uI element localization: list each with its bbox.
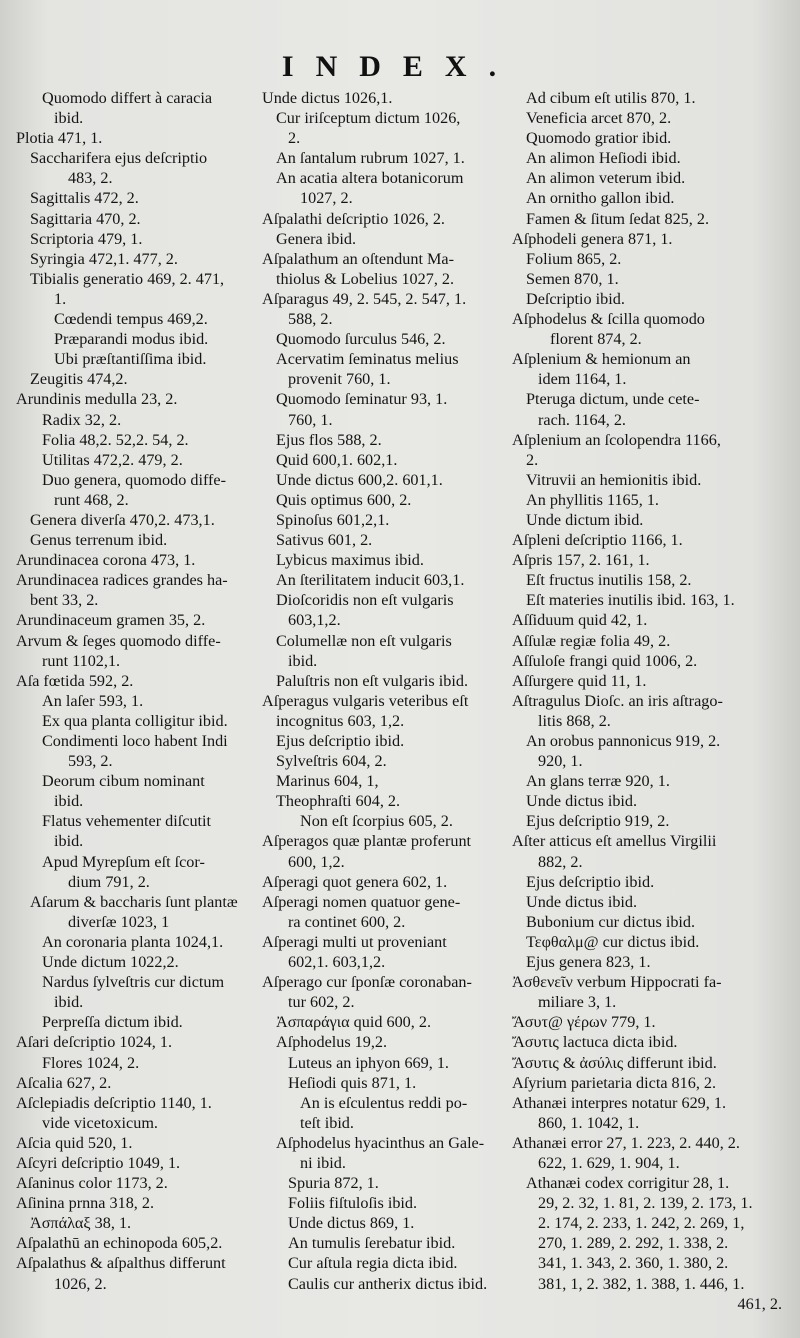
index-entry: An alimon veterum ibid. xyxy=(526,169,686,188)
index-entry: Ejus flos 588, 2. xyxy=(276,430,382,449)
index-entry: Dioſcoridis non eſt vulgaris xyxy=(276,591,454,610)
index-entry: vide vicetoxicum. xyxy=(42,1113,158,1132)
index-entry: ibid. xyxy=(54,832,84,851)
index-entry: Perpreſſa dictum ibid. xyxy=(42,1013,183,1032)
index-entry: Flores 1024, 2. xyxy=(42,1053,140,1072)
page-header: INDEX. xyxy=(281,50,519,83)
index-entry: Cur aſtula regia dicta ibid. xyxy=(288,1254,458,1273)
index-entry: Pteruga dictum, unde cete- xyxy=(526,390,700,409)
index-entry: Ejus deſcriptio ibid. xyxy=(526,872,655,891)
index-entry: Arundinaceum gramen 35, 2. xyxy=(16,611,206,630)
index-entry: Arundinis medulla 23, 2. xyxy=(16,390,178,409)
index-entry: Ubi præſtantiſſima ibid. xyxy=(54,350,207,369)
index-entry: Folia 48,2. 52,2. 54, 2. xyxy=(42,430,189,449)
index-entry: ibid. xyxy=(54,993,84,1012)
index-entry: Aſtragulus Dioſc. an iris aſtrago- xyxy=(512,691,723,710)
index-entry: Aſcyri deſcriptio 1049, 1. xyxy=(16,1153,181,1172)
index-entry: Heſiodi quis 871, 1. xyxy=(288,1073,417,1092)
index-entry: 600, 1,2. xyxy=(288,852,345,871)
index-entry: 760, 1. xyxy=(288,410,333,429)
index-entry: diverſæ 1023, 1 xyxy=(68,912,170,931)
index-entry: Saccharifera ejus deſcriptio xyxy=(30,149,208,168)
index-entry: Aſpalathus & aſpalthus differunt xyxy=(16,1254,226,1273)
index-entry: Aſperagi multi ut proveniant xyxy=(262,932,447,951)
index-entry: Athanæi error 27, 1. 223, 2. 440, 2. xyxy=(512,1133,740,1152)
index-entry: Marinus 604, 1, xyxy=(276,772,379,791)
index-entry: Ex qua planta colligitur ibid. xyxy=(42,711,228,730)
index-entry: Præparandi modus ibid. xyxy=(54,330,209,349)
index-entry: Aſperagus vulgaris veteribus eſt xyxy=(262,691,469,710)
index-entry: Unde dictus 869, 1. xyxy=(288,1214,415,1233)
index-entry: 270, 1. 289, 2. 292, 1. 338, 2. xyxy=(538,1234,729,1253)
index-entry: Aſyrium parietaria dicta 816, 2. xyxy=(512,1073,717,1092)
index-entry: Apud Myrepſum eſt ſcor- xyxy=(42,852,205,871)
index-entry: Spuria 872, 1. xyxy=(288,1174,379,1193)
index-entry: 2. xyxy=(288,129,301,148)
index-entry: incognitus 603, 1,2. xyxy=(276,711,405,730)
index-entry: 29, 2. 32, 1. 81, 2. 139, 2. 173, 1. xyxy=(538,1194,753,1213)
index-entry: An alimon Heſiodi ibid. xyxy=(526,149,681,168)
index-entry: Aſpalathū an echinopoda 605,2. xyxy=(16,1234,223,1253)
index-entry: ibid. xyxy=(54,109,84,128)
index-entry: An ſantalum rubrum 1027, 1. xyxy=(276,149,465,168)
index-entry: rach. 1164, 2. xyxy=(538,410,626,429)
index-entry: Eſt materies inutilis ibid. 163, 1. xyxy=(526,591,735,610)
index-entry: florent 874, 2. xyxy=(550,330,642,349)
index-entry: An laſer 593, 1. xyxy=(42,691,144,710)
index-entry: Paluſtris non eſt vulgaris ibid. xyxy=(276,671,468,690)
index-entry: Aſperagi nomen quatuor gene- xyxy=(262,892,461,911)
index-entry: 920, 1. xyxy=(538,752,583,771)
index-entry: Unde dictus 1026,1. xyxy=(262,89,393,107)
index-entry: Zeugitis 474,2. xyxy=(30,370,128,389)
index-entry: Vitruvii an hemionitis ibid. xyxy=(526,470,702,489)
index-entry: An glans terræ 920, 1. xyxy=(526,772,670,791)
index-entry: Ἀσπάλαξ 38, 1. xyxy=(30,1214,132,1233)
index-entry: Arundinacea corona 473, 1. xyxy=(16,551,196,570)
index-entry: provenit 760, 1. xyxy=(288,370,391,389)
index-entry: Genera diverſa 470,2. 473,1. xyxy=(30,510,215,529)
index-entry: Aſpalathum an oſtendunt Ma- xyxy=(262,249,454,268)
index-entry: Aſcalia 627, 2. xyxy=(16,1073,112,1092)
index-entry: Eſt fructus inutilis 158, 2. xyxy=(526,571,692,590)
index-entry: Aſſuloſe frangi quid 1006, 2. xyxy=(512,651,698,670)
index-entry: Sagittalis 472, 2. xyxy=(30,189,139,208)
index-entry: dium 791, 2. xyxy=(68,872,150,891)
index-entry: 2. 174, 2. 233, 1. 242, 2. 269, 1, xyxy=(538,1214,745,1233)
index-entry: Ad cibum eſt utilis 870, 1. xyxy=(526,89,696,107)
index-entry: An ſterilitatem inducit 603,1. xyxy=(276,571,465,590)
index-entry: litis 868, 2. xyxy=(538,711,611,730)
index-entry: Cœdendi tempus 469,2. xyxy=(54,310,208,329)
index-entry: Flatus vehementer diſcutit xyxy=(42,812,212,831)
index-entry: Aſa fœtida 592, 2. xyxy=(16,671,134,690)
index-entry: Aſparagus 49, 2. 545, 2. 547, 1. xyxy=(262,289,467,308)
index-entry: Ἄσυτις lactuca dicta ibid. xyxy=(512,1033,678,1052)
index-entry: Lybicus maximus ibid. xyxy=(276,551,424,570)
index-entry: Ejus genera 823, 1. xyxy=(526,953,651,972)
index-entry: ni ibid. xyxy=(300,1153,346,1172)
index-entry: Aſperagi quot genera 602, 1. xyxy=(262,872,448,891)
index-entry: Aſpris 157, 2. 161, 1. xyxy=(512,551,650,570)
index-entry: Aſperago cur ſponſæ coronaban- xyxy=(262,973,472,992)
index-entry: An acatia altera botanicorum xyxy=(276,169,464,188)
index-entry: Unde dictus ibid. xyxy=(526,892,638,911)
index-entry: 461, 2. xyxy=(737,1294,782,1313)
index-entry: An phyllitis 1165, 1. xyxy=(526,490,659,509)
index-entry: Aſcia quid 520, 1. xyxy=(16,1133,133,1152)
index-entry: Arundinacea radices grandes ha- xyxy=(16,571,228,590)
index-entry: Utilitas 472,2. 479, 2. xyxy=(42,450,183,469)
index-entry: ibid. xyxy=(288,651,318,670)
index-entry: Quomodo ſurculus 546, 2. xyxy=(276,330,446,349)
index-entry: Aſphodeli genera 871, 1. xyxy=(512,229,673,248)
index-entry: Cur iriſceptum dictum 1026, xyxy=(276,109,461,128)
index-entry: Spinoſus 601,2,1. xyxy=(276,510,390,529)
index-entry: Veneficia arcet 870, 2. xyxy=(526,109,672,128)
index-entry: Athanæi codex corrigitur 28, 1. xyxy=(526,1174,730,1193)
index-entry: Aſclepiadis deſcriptio 1140, 1. xyxy=(16,1093,212,1112)
index-entry: Quomodo differt à caracia xyxy=(42,89,213,107)
index-entry: runt 1102,1. xyxy=(42,651,121,670)
index-entry: Scriptoria 479, 1. xyxy=(30,229,143,248)
index-entry: Quomodo ſeminatur 93, 1. xyxy=(276,390,448,409)
index-entry: 381, 1, 2. 382, 1. 388, 1. 446, 1. xyxy=(538,1274,745,1293)
index-entry: Radix 32, 2. xyxy=(42,410,122,429)
index-entry: 622, 1. 629, 1. 904, 1. xyxy=(538,1153,680,1172)
index-entry: Aſpleni deſcriptio 1166, 1. xyxy=(512,531,683,550)
index-entry: idem 1164, 1. xyxy=(538,370,627,389)
index-entry: Sylveſtris 604, 2. xyxy=(276,752,387,771)
index-entry: 860, 1. 1042, 1. xyxy=(538,1113,640,1132)
index-entry: 588, 2. xyxy=(288,310,333,329)
index-entry: Arvum & ſeges quomodo diffe- xyxy=(16,631,221,650)
index-entry: Theophraſti 604, 2. xyxy=(276,792,401,811)
index-entry: bent 33, 2. xyxy=(30,591,99,610)
index-entry: Aſter atticus eſt amellus Virgilii xyxy=(512,832,717,851)
index-entry: Quis optimus 600, 2. xyxy=(276,490,412,509)
index-entry: Aſarum & baccharis ſunt plantæ xyxy=(30,892,238,911)
index-entry: Aſphodelus & ſcilla quomodo xyxy=(512,310,705,329)
index-entry: miliare 3, 1. xyxy=(538,993,617,1012)
index-column-2 xyxy=(262,88,504,1294)
index-entry: Semen 870, 1. xyxy=(526,269,619,288)
index-entry: 483, 2. xyxy=(68,169,113,188)
index-entry: ra continet 600, 2. xyxy=(288,912,406,931)
index-entry: Quid 600,1. 602,1. xyxy=(276,450,398,469)
index-entry: An ornitho gallon ibid. xyxy=(526,189,675,208)
index-entry: 593, 2. xyxy=(68,752,113,771)
index-entry: Ejus deſcriptio ibid. xyxy=(276,732,405,750)
index-entry: An orobus pannonicus 919, 2. xyxy=(526,732,721,750)
index-entry: Sagittaria 470, 2. xyxy=(30,209,141,228)
index-entry: Duo genera, quomodo diffe- xyxy=(42,470,227,489)
index-entry: Aſaninus color 1173, 2. xyxy=(16,1174,168,1193)
index-entry: 882, 2. xyxy=(538,852,583,871)
index-entry: Folium 865, 2. xyxy=(526,249,622,268)
index-entry: Bubonium cur dictus ibid. xyxy=(526,912,696,931)
index-entry: Unde dictus 600,2. 601,1. xyxy=(276,470,443,489)
index-entry: Condimenti loco habent Indi xyxy=(42,732,228,750)
index-entry: 341, 1. 343, 2. 360, 1. 380, 2. xyxy=(538,1254,729,1273)
index-entry: ibid. xyxy=(54,792,84,811)
index-entry: Ἄσυτις & ἀσύλις differunt ibid. xyxy=(512,1053,717,1072)
index-entry: Non eſt ſcorpius 605, 2. xyxy=(300,812,453,831)
index-entry: Nardus ſylveſtris cur dictum xyxy=(42,973,225,992)
index-entry: Aſplenium & hemionum an xyxy=(512,350,691,369)
index-entry: 602,1. 603,1,2. xyxy=(288,953,386,972)
index-entry: Genus terrenum ibid. xyxy=(30,531,168,550)
index-entry: Famen & ſitum ſedat 825, 2. xyxy=(526,209,709,228)
index-entry: Ἀσπαράγια quid 600, 2. xyxy=(276,1013,432,1032)
index-entry: Aſari deſcriptio 1024, 1. xyxy=(16,1033,172,1052)
index-entry: Deorum cibum nominant xyxy=(42,772,205,791)
index-entry: An tumulis ſerebatur ibid. xyxy=(288,1234,456,1253)
index-entry: Caulis cur antherix dictus ibid. xyxy=(288,1274,488,1293)
index-entry: Foliis fiſtuloſis ibid. xyxy=(288,1194,418,1213)
index-entry: Columellæ non eſt vulgaris xyxy=(276,631,452,650)
index-entry: Aſſulæ regiæ folia 49, 2. xyxy=(512,631,671,650)
index-entry: teſt ibid. xyxy=(300,1113,354,1132)
index-column-3 xyxy=(512,88,784,1314)
index-entry: An coronaria planta 1024,1. xyxy=(42,932,224,951)
index-entry: Unde dictus ibid. xyxy=(526,792,638,811)
index-entry: Unde dictum ibid. xyxy=(526,510,644,529)
index-entry: Quomodo gratior ibid. xyxy=(526,129,672,148)
index-entry: Athanæi interpres notatur 629, 1. xyxy=(512,1093,726,1112)
index-entry: Aſphodelus hyacinthus an Gale- xyxy=(276,1133,485,1152)
index-entry: Genera ibid. xyxy=(276,229,357,248)
index-entry: Ἄσυτ@ γέρων 779, 1. xyxy=(512,1013,656,1032)
index-entry: Aſperagos quæ plantæ proferunt xyxy=(262,832,472,851)
index-entry: 1027, 2. xyxy=(300,189,353,208)
index-column-1 xyxy=(16,88,254,1294)
index-entry: Syringia 472,1. 477, 2. xyxy=(30,249,178,268)
index-entry: Τεφθαλμ@ cur dictus ibid. xyxy=(526,932,700,951)
index-entry: tur 602, 2. xyxy=(288,993,355,1012)
index-entry: Aſſurgere quid 11, 1. xyxy=(512,671,647,690)
index-entry: An is eſculentus reddi po- xyxy=(300,1093,468,1112)
index-entry: Sativus 601, 2. xyxy=(276,531,373,550)
index-entry: 1026, 2. xyxy=(54,1274,107,1293)
index-entry: Plotia 471, 1. xyxy=(16,129,103,148)
index-entry: Aſplenium an ſcolopendra 1166, xyxy=(512,430,721,449)
index-entry: Aſinina prnna 318, 2. xyxy=(16,1194,155,1213)
index-entry: 603,1,2. xyxy=(288,611,341,630)
index-entry: Ejus deſcriptio 919, 2. xyxy=(526,812,670,831)
index-entry: Tibialis generatio 469, 2. 471, xyxy=(30,269,225,288)
index-entry: Aſſiduum quid 42, 1. xyxy=(512,611,648,630)
index-entry: Luteus an iphyon 669, 1. xyxy=(288,1053,449,1072)
index-entry: Unde dictum 1022,2. xyxy=(42,953,179,972)
index-entry: 2. xyxy=(526,450,539,469)
index-entry: thiolus & Lobelius 1027, 2. xyxy=(276,269,455,288)
index-entry: 1. xyxy=(54,289,67,308)
index-entry: Aſpalathi deſcriptio 1026, 2. xyxy=(262,209,445,228)
index-entry: Aſphodelus 19,2. xyxy=(276,1033,388,1052)
index-entry: runt 468, 2. xyxy=(54,490,129,509)
index-entry: Acervatim ſeminatus melius xyxy=(276,350,459,369)
index-entry: Deſcriptio ibid. xyxy=(526,289,625,308)
index-entry: Ἀσθενεῖν verbum Hippocrati fa- xyxy=(512,973,722,992)
